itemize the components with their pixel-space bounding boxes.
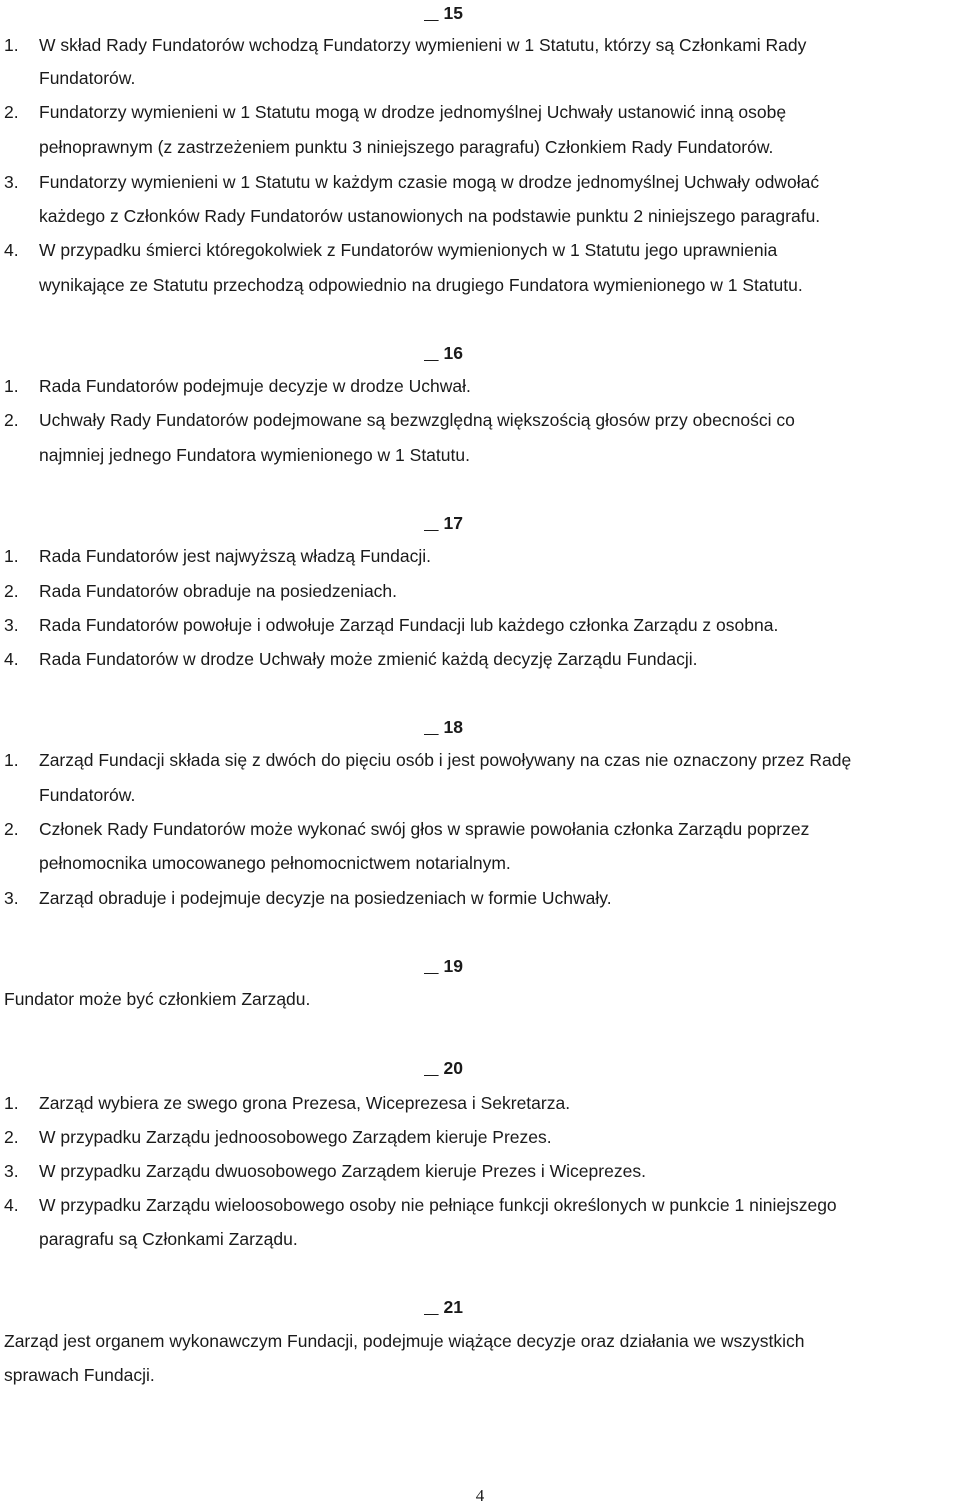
section-heading-18: 18 xyxy=(443,717,463,737)
document-page: 15 1. W skład Rady Fundatorów wchodzą Fundatorzy wymienieni w 1 Statutu, którzy są Członkami Rady Fundatorów. 2. Fundatorzy wymienieni w 1 Statutu mogą w drodze jednomyślnej Uchwały ustanowić inną osobę pełnoprawnym (z zastrzeżeniem punktu 3 niniejszego paragrafu) Członkiem Rady Fundatorów. 3. Fundatorzy wymienieni w 1 Statutu w każdym czasie mogą w drodze jednomyślnej Uchwały odwołać każdego z Członków Rady Fundatorów ustanowionych na podstawie punktu 2 niniejszego paragrafu. 4. W przypadku śmierci któregokolwiek z Fundatorów wymienionych w 1 Statutu jego uprawnienia wynikające ze Statutu przechodzą odpowiednio na drugiego Fundatora wymienionego w 1 Statutu. 16 1. Rada Fundatorów podejmuje decyzje w drodze Uchwał. 2. Uchwały Rady Fundatorów podejmowane są bezwzględną większością głosów przy obecności co najmniej jednego Fundatora wymienionego w 1 Statutu. 17 1. Rada Fundatorów jest najwyższą władzą Fundacji. 2. Rada Fundatorów obraduje na posiedzeniach. 3. Rada Fundatorów powołuje i odwołuje Zarząd Fundacji lub każdego członka Zarządu z osobna. 4. Rada Fundatorów w drodze Uchwały może zmienić każdą decyzję Zarządu Fundacji. 18 1. Zarząd Fundacji składa się z dwóch do pięciu osób i jest powoływany na czas nie oznaczony przez Radę Fundatorów. 2. Członek Rady Fundatorów może wykonać swój głos w sprawie powołania członka Zarządu poprzez pełnomocnika umocowanego pełnomocnictwem notarialnym. 3. Zarząd obraduje i podejmuje decyzje na posiedzeniach w formie Uchwały. 19 Fundator może być członkiem Zarządu. 20 1. Zarząd wybiera ze swego grona Prezesa, Wiceprezesa i Sekretarza. 2. W przypadku Zarządu jednoosobowego Zarządem kieruje Prezes. 3. W przypadku Zarządu dwuosobowego Zarządem kieruje Prezes i Wiceprezes. 4. W przypadku Zarządu wieloosobowego osoby nie pełniące funkcji określonych w punkcie 1 niniejszego paragrafu są Członkami Zarządu. 21 Zarząd jest organem wykonawczym Fundacji, podejmuje wiążące decyzje oraz działania we wszystkich sprawach Fundacji. 4 xyxy=(0,0,960,1505)
section-heading-20: 20 xyxy=(443,1058,463,1078)
section-heading-19: 19 xyxy=(443,956,463,976)
page-number: 4 xyxy=(475,1486,485,1505)
section-heading-17: 17 xyxy=(443,513,463,533)
section-heading-16: 16 xyxy=(443,343,463,363)
section-sign xyxy=(424,3,439,23)
section-heading-15: 15 xyxy=(424,2,463,24)
section-heading-21: 21 xyxy=(443,1297,463,1317)
